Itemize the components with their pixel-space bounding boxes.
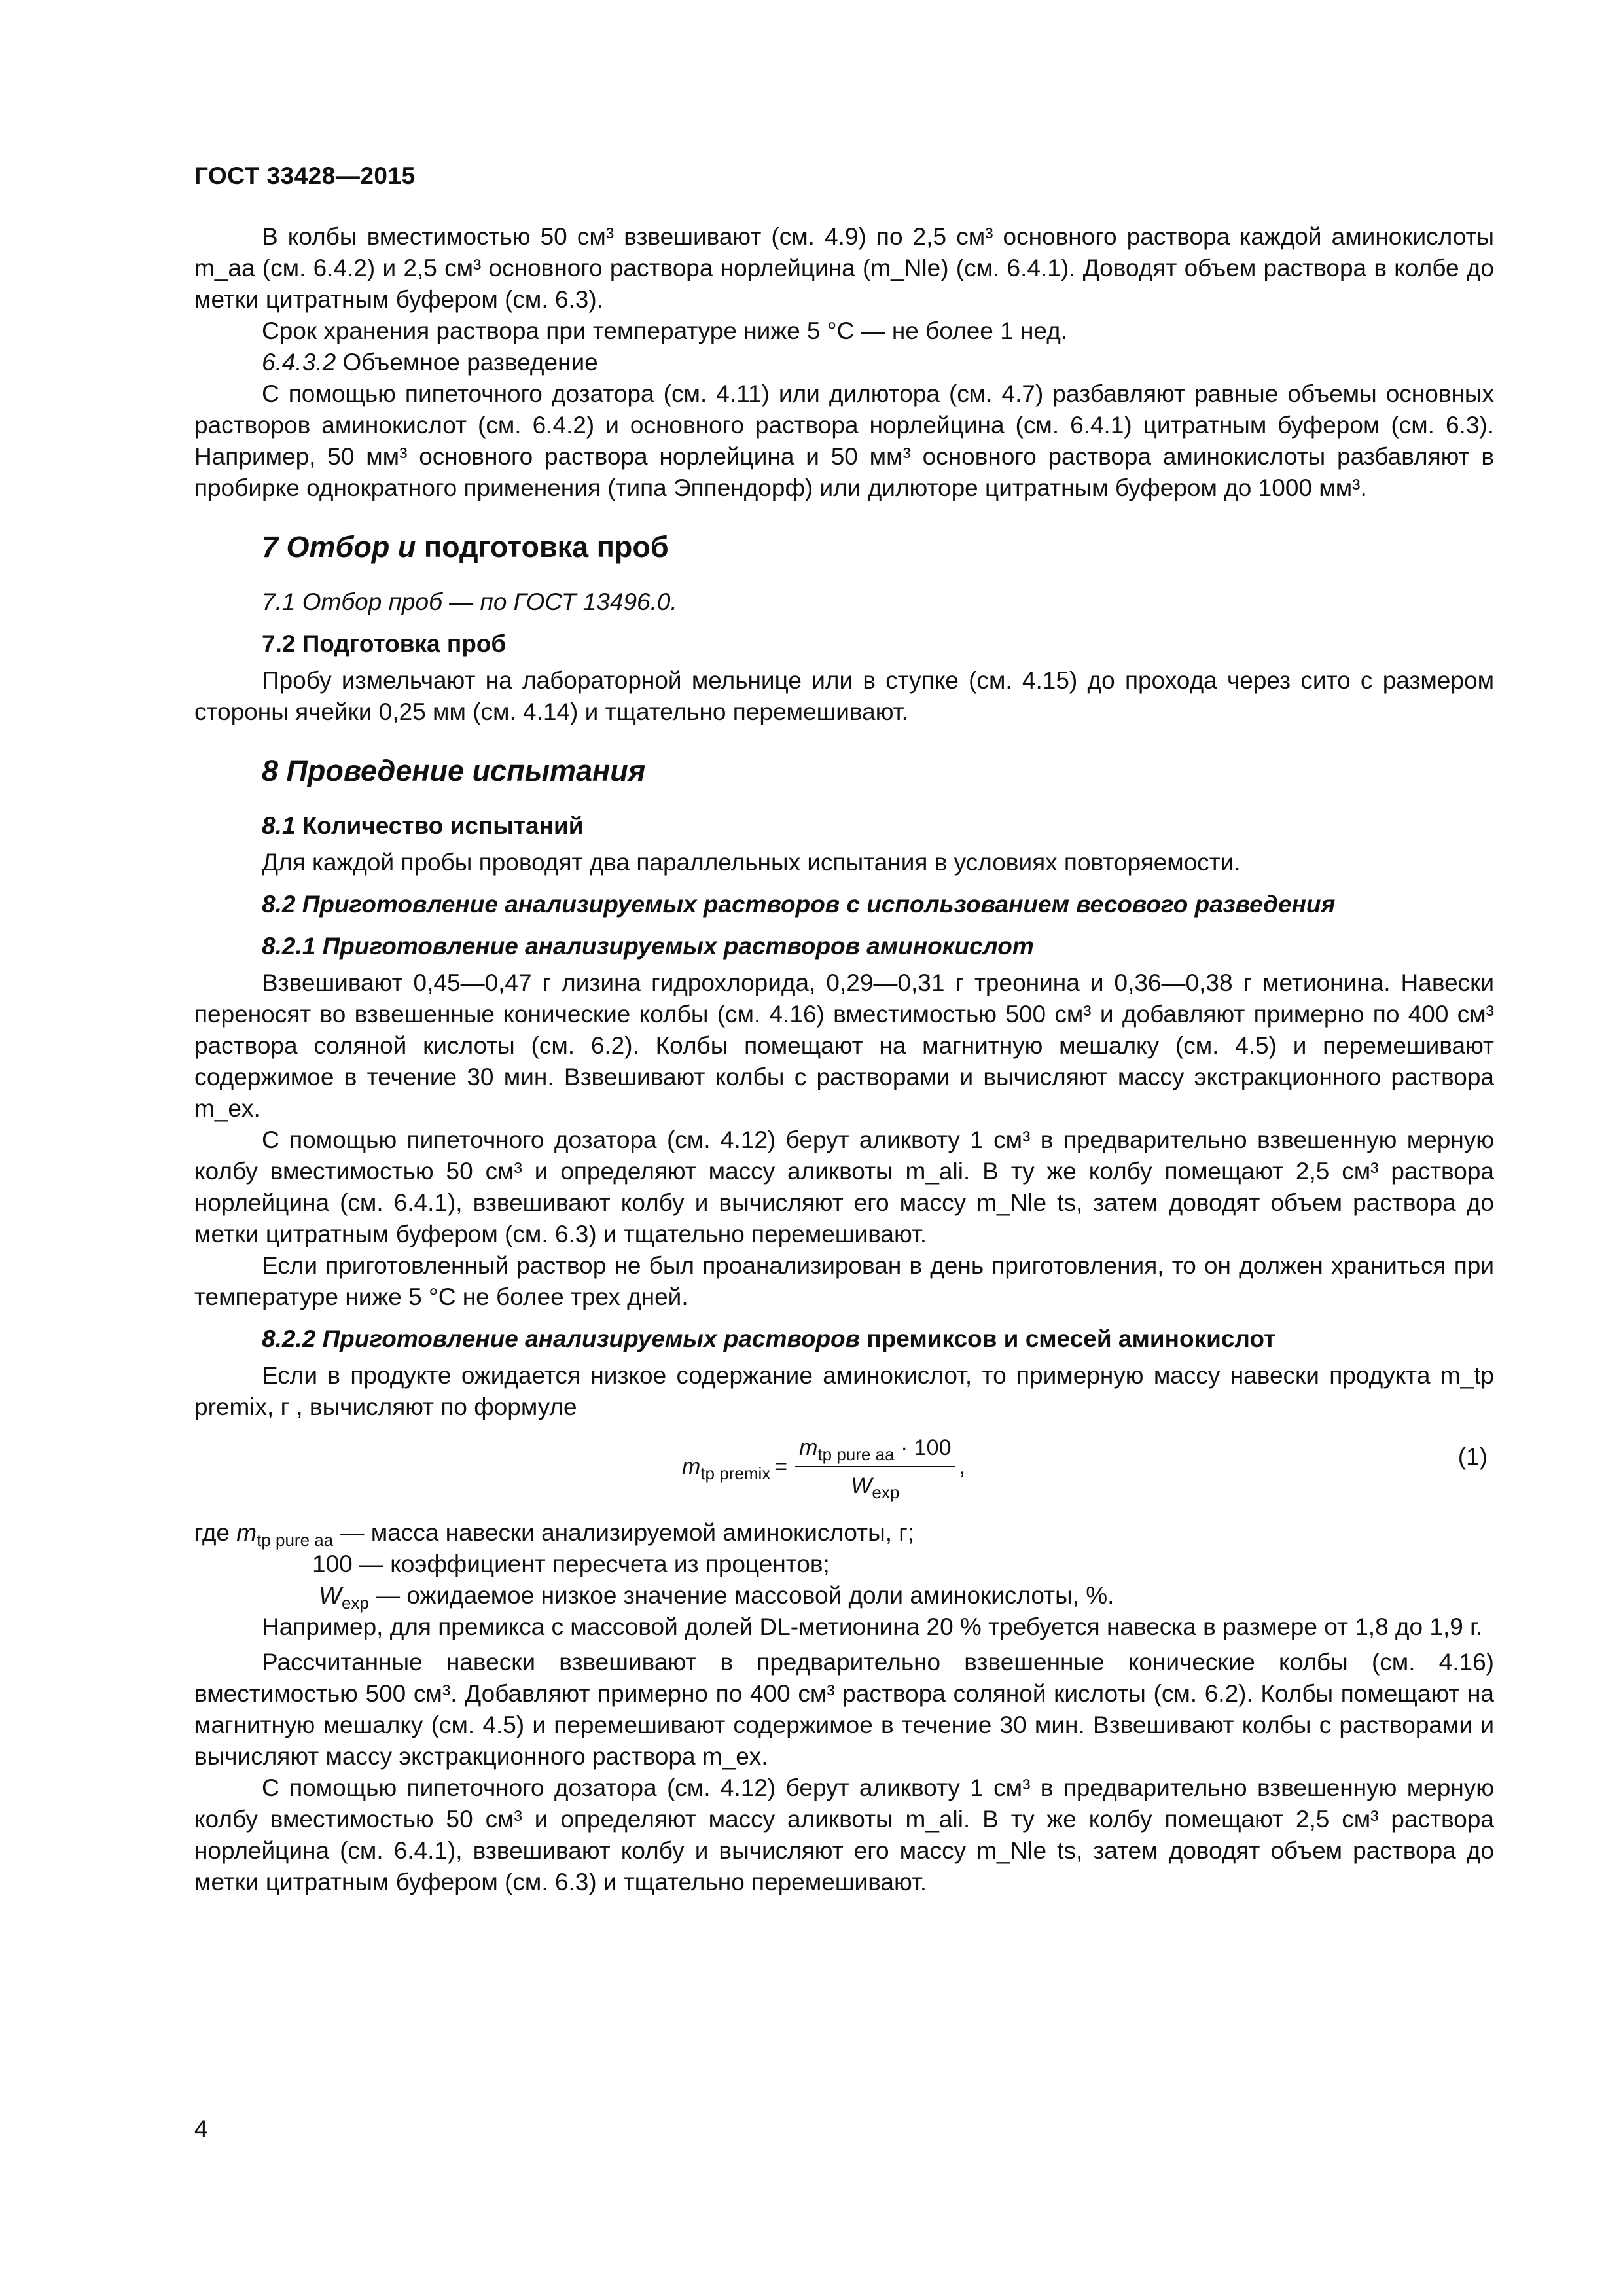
formula: $m_{tp premix}$ = $\frac{m_{tp pure aa} \cdot 100}{W_{exp}}$ , bbox=[682, 1432, 965, 1501]
subsection-heading bbox=[194, 347, 1494, 378]
section-8-title: 8 Проведение испытания bbox=[262, 754, 646, 787]
section-7-2-title: 7.2 Подготовка проб bbox=[262, 630, 507, 657]
formula-1 bbox=[194, 1426, 1494, 1504]
paragraph: С помощью пипеточного дозатора (см. 4.12) берут аликвоту 1 см³ в предварительно взвешенную мерную колбу вместимостью 50 см³ и определяют массу аликвоты m_ali. В ту же колбу помещают 2,5 см³ раствора норлейцина (см. 6.4.1), взвешивают колбу и вычисляют его массу m_Nle ts, затем доводят объем раствора до метки цитратным буфером (см. 6.3) и тщательно перемешивают. bbox=[194, 1774, 1494, 1895]
paragraph: С помощью пипеточного дозатора (см. 4.12) берут аликвоту 1 см³ в предварительно взвешенную мерную колбу вместимостью 50 см³ и определяют массу аликвоты m_ali. В ту же колбу помещают 2,5 см³ раствора норлейцина (см. 6.4.1), взвешивают колбу и вычисляют его массу m_Nle ts, затем доводят объем раствора до метки цитратным буфером (см. 6.3) и тщательно перемешивают. bbox=[194, 1126, 1494, 1247]
formula-lhs: $m_{tp premix}$ bbox=[682, 1454, 771, 1483]
section-7-title: 7 Отбор и подготовка проб bbox=[262, 530, 669, 564]
section-7-1: 7.1 Отбор проб — по ГОСТ 13496.0. bbox=[262, 588, 677, 615]
paragraph: Рассчитанные навески взвешивают в предварительно взвешенные конические колбы (см. 4.16) вместимостью 500 см³. Добавляют примерно по 400 см³ раствора соляной кислоты (см. 6.2). Колбы помещают на магнитную мешалку (см. 4.5) и перемешивают содержимое в течение 30 мин. Взвешивают колбы с растворами и вычисляют массу экстракционного раствора m_ex. bbox=[194, 1649, 1494, 1770]
where-line: 100 — коэффициент пересчета из процентов; bbox=[312, 1551, 830, 1577]
page-number: 4 bbox=[194, 2115, 208, 2142]
section-8-2-2-title: 8.2.2 Приготовление анализируемых растворов премиксов и смесей аминокислот bbox=[262, 1325, 1276, 1352]
paragraph: Для каждой пробы проводят два параллельных испытания в условиях повторяемости. bbox=[262, 849, 1241, 876]
paragraph: Взвешивают 0,45—0,47 г лизина гидрохлорида, 0,29—0,31 г треонина и 0,36—0,38 г метионина. Навески переносят во взвешенные конические колбы (см. 4.16) вместимостью 500 см³ и добавляют примерно по 400 см³ раствора соляной кислоты (см. 6.2). Колбы помещают на магнитную мешалку (см. 4.5) и перемешивают содержимое в течение 30 мин. Взвешивают колбы с растворами и вычисляют массу экстракционного раствора m_ex. bbox=[194, 969, 1494, 1122]
section-8-2-title: 8.2 Приготовление анализируемых растворов с использованием весового разведения bbox=[262, 891, 1336, 918]
document-body bbox=[194, 221, 1494, 1898]
where-line: где $m_{tp pure aa}$ — масса навески анализируемой аминокислоты, г; bbox=[194, 1519, 915, 1550]
section-8-1-title: 8.1 Количество испытаний bbox=[262, 812, 584, 839]
paragraph: Пробу измельчают на лабораторной мельнице или в ступке (см. 4.15) до прохода через сито с размером стороны ячейки 0,25 мм (см. 4.14) и тщательно перемешивают. bbox=[194, 667, 1494, 725]
paragraph: Срок хранения раствора при температуре ниже 5 °С — не более 1 нед. bbox=[262, 317, 1068, 344]
section-8-2-1-title: 8.2.1 Приготовление анализируемых растворов аминокислот bbox=[262, 933, 1034, 960]
paragraph: Например, для премикса с массовой долей DL-метионина 20 % требуется навеска в размере от 1,8 до 1,9 г. bbox=[262, 1613, 1483, 1640]
where-line: $W_{exp}$ — ожидаемое низкое значение массовой доли аминокислоты, %. bbox=[319, 1582, 1115, 1613]
paragraph: С помощью пипеточного дозатора (см. 4.11) или дилютора (см. 4.7) разбавляют равные объемы основных растворов аминокислот (см. 6.4.2) и основного раствора норлейцина (см. 6.4.1) цитратным буфером (см. 6.3). Например, 50 мм³ основного раствора норлейцина и 50 мм³ основного раствора аминокислоты разбавляют в пробирке однократного применения (типа Эппендорф) или дилюторе цитратным буфером до 1000 мм³. bbox=[194, 380, 1494, 501]
page-header: ГОСТ 33428—2015 bbox=[194, 162, 416, 189]
subsection-number: 6.4.3.2 bbox=[262, 349, 336, 376]
paragraph: Если приготовленный раствор не был проанализирован в день приготовления, то он должен храниться при температуре ниже 5 °С не более трех дней. bbox=[194, 1252, 1494, 1310]
paragraph: Если в продукте ожидается низкое содержание аминокислот, то примерную массу навески продукта m_tp premix, г , вычисляют по формуле bbox=[194, 1362, 1494, 1420]
formula-fraction: $\frac{m_{tp pure aa} \cdot 100}{W_{exp}}$ bbox=[795, 1432, 955, 1501]
subsection-title: Объемное разведение bbox=[342, 349, 598, 376]
paragraph: В колбы вместимостью 50 см³ взвешивают (см. 4.9) по 2,5 см³ основного раствора каждой аминокислоты m_aa (см. 6.4.2) и 2,5 см³ основного раствора норлейцина (m_Nle) (см. 6.4.1). Доводят объем раствора в колбе до метки цитратным буфером (см. 6.3). bbox=[194, 223, 1494, 313]
formula-number: (1) bbox=[1457, 1443, 1488, 1470]
